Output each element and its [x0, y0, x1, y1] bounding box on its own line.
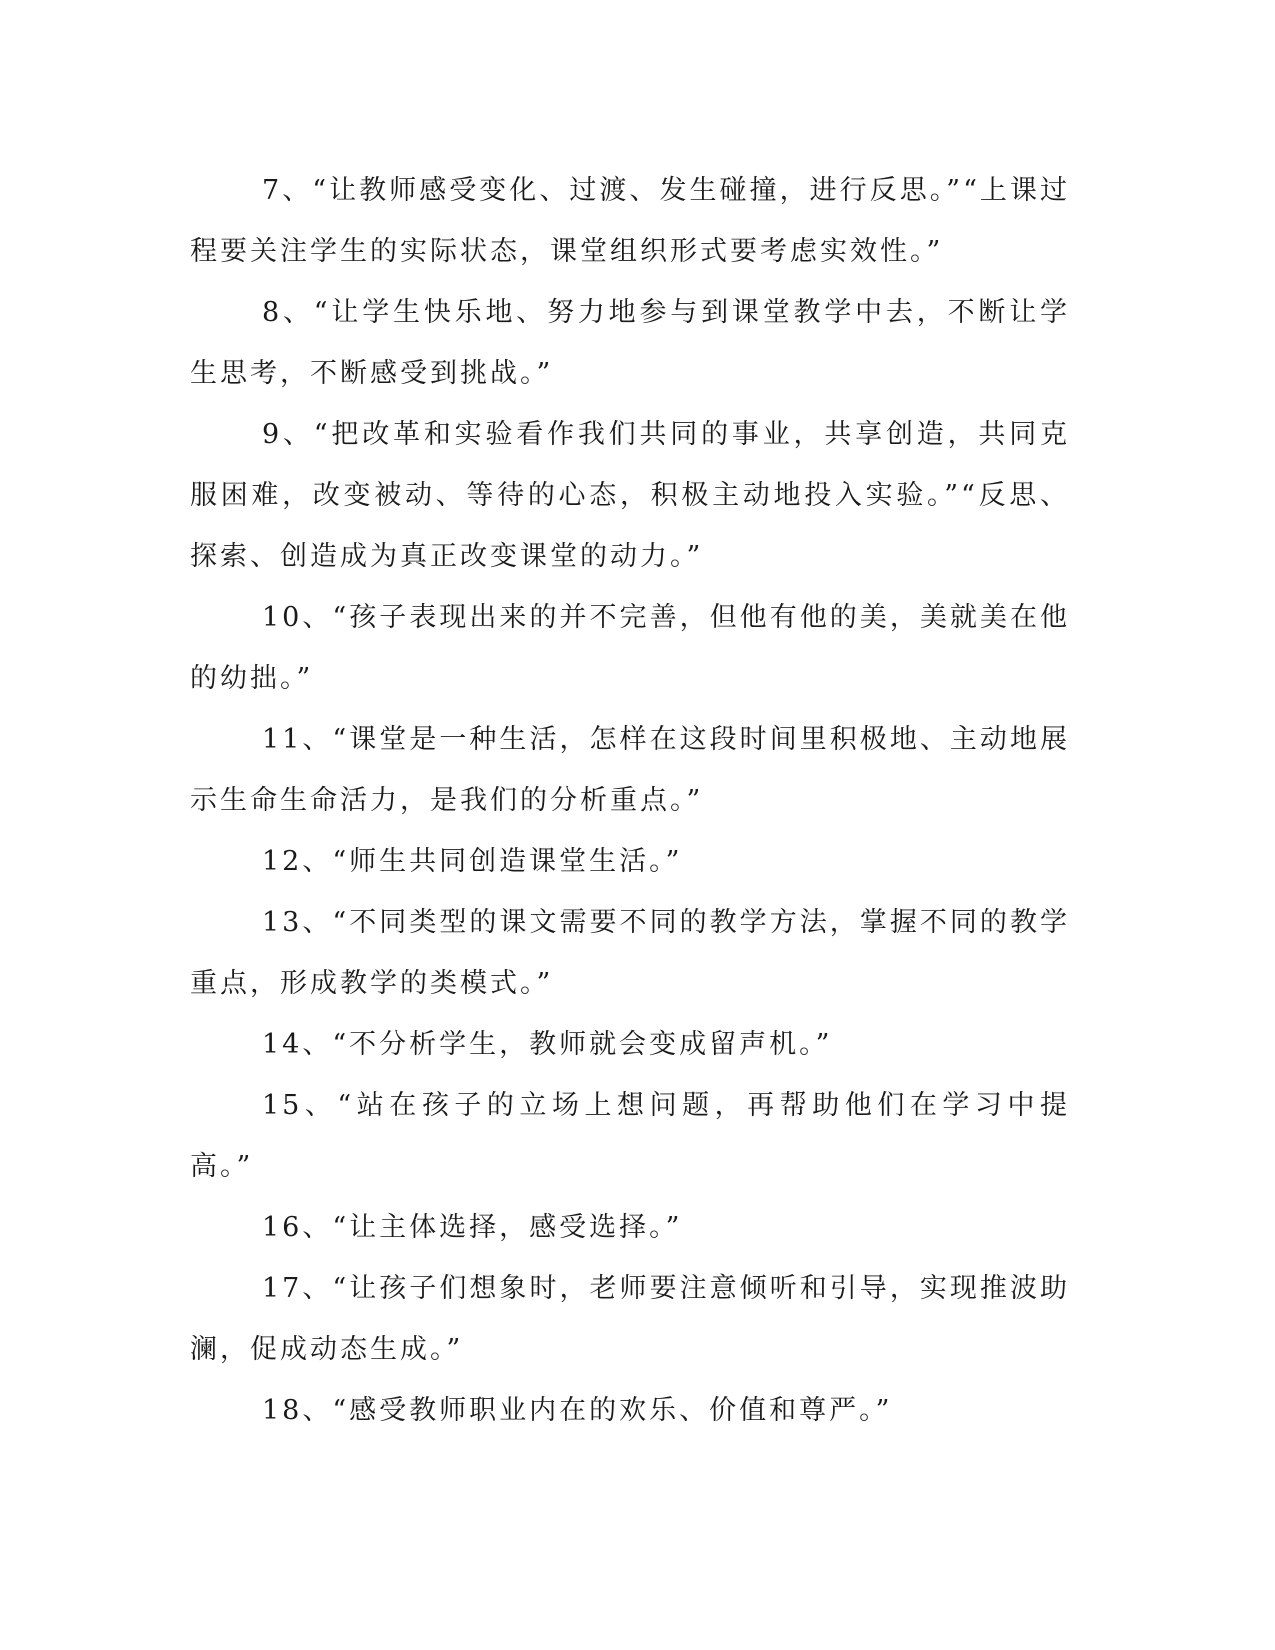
paragraph-9: 9、“把改革和实验看作我们共同的事业，共享创造，共同克服困难，改变被动、等待的心态，积极主动地投入实验。”“反思、探索、创造成为真正改变课堂的动力。”: [190, 419, 1070, 572]
paragraph-18: 18、“感受教师职业内在的欢乐、价值和尊严。”: [262, 1395, 893, 1426]
document-body: [190, 160, 1070, 1441]
paragraph-12: 12、“师生共同创造课堂生活。”: [262, 846, 683, 877]
paragraph-8: 8、“让学生快乐地、努力地参与到课堂教学中去，不断让学生思考，不断感受到挑战。”: [190, 297, 1070, 389]
paragraph-16: 16、“让主体选择，感受选择。”: [262, 1212, 683, 1243]
paragraph-13: 13、“不同类型的课文需要不同的教学方法，掌握不同的教学重点，形成教学的类模式。”: [190, 907, 1070, 999]
paragraph-17: 17、“让孩子们想象时，老师要注意倾听和引导，实现推波助澜，促成动态生成。”: [190, 1273, 1070, 1365]
paragraph-15: 15、“站在孩子的立场上想问题，再帮助他们在学习中提高。”: [190, 1090, 1070, 1182]
paragraph-10: 10、“孩子表现出来的并不完善，但他有他的美，美就美在他的幼拙。”: [190, 602, 1070, 694]
paragraph-14: 14、“不分析学生，教师就会变成留声机。”: [262, 1029, 833, 1060]
paragraph-7: 7、“让教师感受变化、过渡、发生碰撞，进行反思。”“上课过程要关注学生的实际状态，课堂组织形式要考虑实效性。”: [190, 175, 1070, 267]
paragraph-11: 11、“课堂是一种生活，怎样在这段时间里积极地、主动地展示生命生命活力，是我们的分析重点。”: [190, 724, 1070, 816]
